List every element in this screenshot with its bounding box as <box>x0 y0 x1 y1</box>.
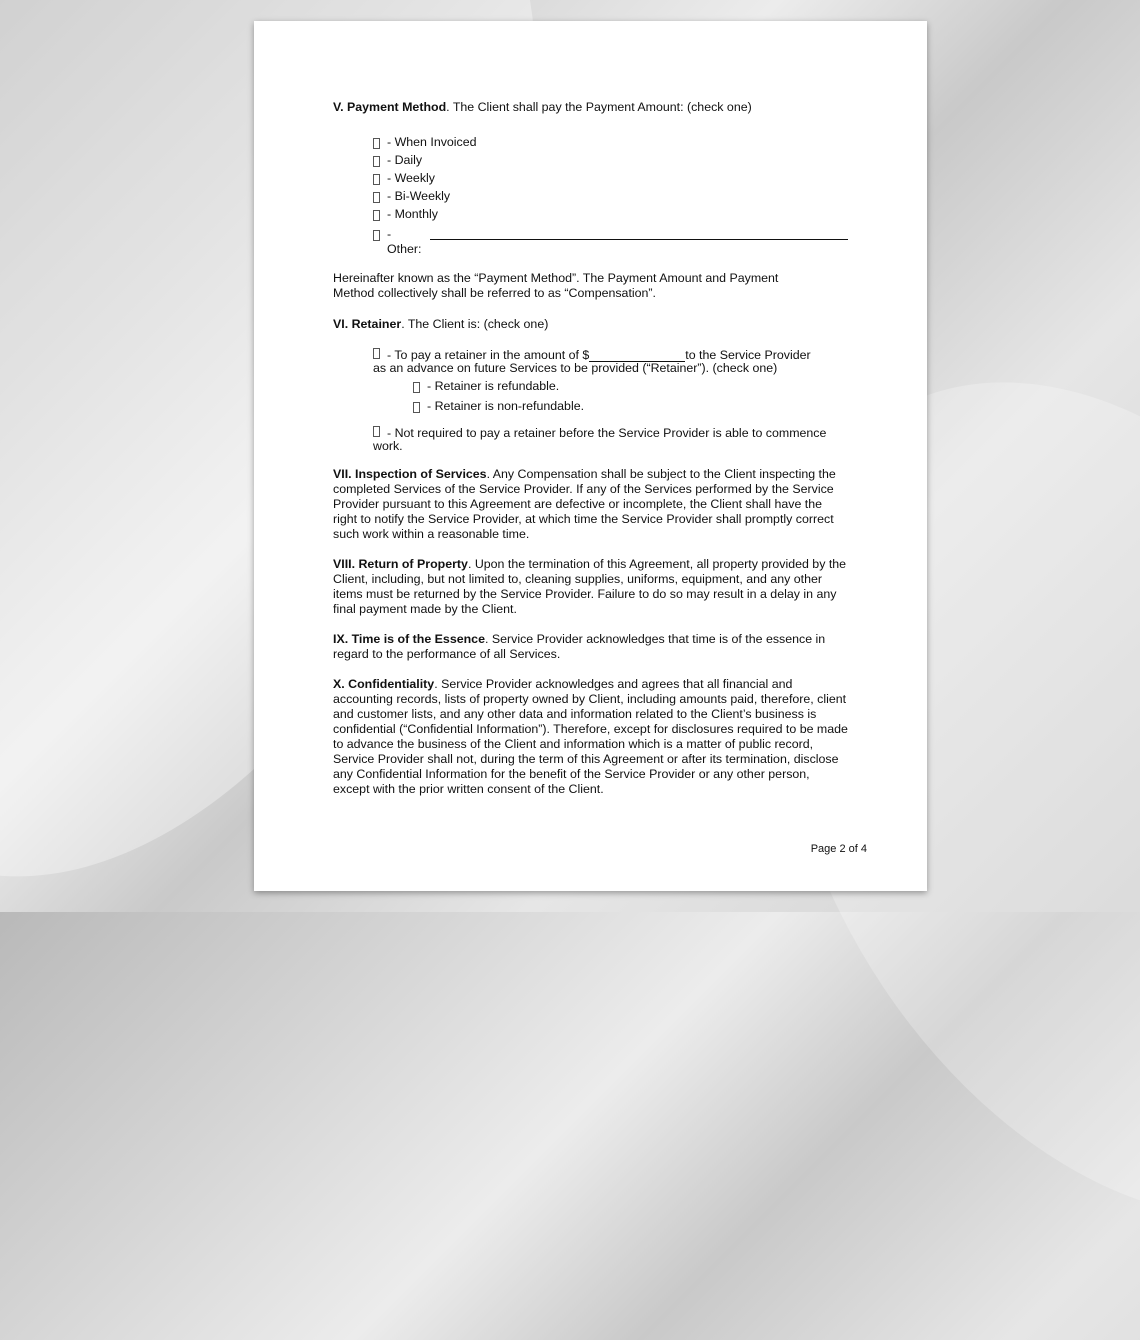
payment-option-monthly[interactable]: - Monthly <box>373 207 848 222</box>
retainer-option-pay[interactable]: - To pay a retainer in the amount of $ to the Service Provider as an advance on future Services to be provided (“Retainer”). (check one) <box>373 348 811 375</box>
payment-method-note: Hereinafter known as the “Payment Method”. The Payment Amount and Payment Method collectively shall be referred to as “Compensation”. <box>333 271 779 300</box>
section-text: . Service Provider acknowledges that time is of the essence in regard to the performance of all Services. <box>333 632 826 661</box>
section-heading: X. Confidentiality <box>333 677 435 691</box>
retainer-options-2 <box>333 426 848 453</box>
retainer-options <box>333 348 848 375</box>
time-essence-section <box>333 632 848 662</box>
payment-method-section <box>333 100 848 115</box>
section-heading: VI. Retainer <box>333 317 402 331</box>
section-heading: VIII. Return of Property <box>333 557 468 571</box>
payment-option-weekly[interactable]: - Weekly <box>373 171 848 186</box>
checkbox[interactable] <box>373 426 380 437</box>
retainer-section <box>333 317 848 332</box>
inspection-section <box>333 467 848 542</box>
section-text: . The Client shall pay the Payment Amount: (check one) <box>446 100 752 114</box>
checkbox[interactable] <box>413 382 420 393</box>
confidentiality-section <box>333 677 848 797</box>
payment-option-other[interactable]: - Other: <box>373 227 848 257</box>
document-body <box>333 100 848 797</box>
checkbox[interactable] <box>373 174 380 185</box>
checkbox[interactable] <box>373 348 380 359</box>
other-blank-line[interactable] <box>430 227 848 240</box>
section-text: . Any Compensation shall be subject to the Client inspecting the completed Services of the Service Provider. If any of the Services performed by the Service Provider pursuant to this Agreement are defective or incomplete, the Client shall have the right to notify the Service Provider, at which time the Service Provider shall promptly correct such work within a reasonable time. <box>333 467 836 541</box>
section-heading: V. Payment Method <box>333 100 447 114</box>
section-text: . Service Provider acknowledges and agrees that all financial and accounting records, lists of property owned by Client, including amounts paid, therefore, client and customer lists, and any other data and information related to the Client’s business is confidential (“Confidential Information”). Therefore, except for disclosures required to be made to advance the business of the Client and information which is a matter of public record, Service Provider shall not, during the term of this Agreement or after its termination, disclose any Confidential Information for the benefit of the Service Provider or any other person, except with the prior written consent of the Client. <box>333 677 848 796</box>
retainer-option-not-required[interactable]: - Not required to pay a retainer before the Service Provider is able to commence work. <box>373 426 827 453</box>
checkbox[interactable] <box>373 230 380 241</box>
payment-options <box>333 135 848 257</box>
section-text: . The Client is: (check one) <box>401 317 549 331</box>
payment-option-when-invoiced[interactable]: - When Invoiced <box>373 135 848 150</box>
checkbox[interactable] <box>373 156 380 167</box>
section-text: . Upon the termination of this Agreement, all property provided by the Client, including, but not limited to, cleaning supplies, uniforms, equipment, and any other items must be returned by the Service Provider. Failure to do so may result in a delay in any final payment made by the Client. <box>333 557 847 616</box>
retainer-refundable-option[interactable]: - Retainer is refundable. <box>413 379 848 394</box>
retainer-sub-options <box>333 379 848 414</box>
return-of-property-section <box>333 557 848 617</box>
payment-option-bi-weekly[interactable]: - Bi-Weekly <box>373 189 848 204</box>
retainer-non-refundable-option[interactable]: - Retainer is non-refundable. <box>413 399 848 414</box>
page-number: Page 2 of 4 <box>810 843 867 855</box>
checkbox[interactable] <box>373 192 380 203</box>
checkbox[interactable] <box>373 210 380 221</box>
section-heading: IX. Time is of the Essence <box>333 632 485 646</box>
document-page <box>254 21 927 891</box>
checkbox[interactable] <box>413 402 420 413</box>
checkbox[interactable] <box>373 138 380 149</box>
payment-option-daily[interactable]: - Daily <box>373 153 848 168</box>
section-heading: VII. Inspection of Services <box>333 467 487 481</box>
